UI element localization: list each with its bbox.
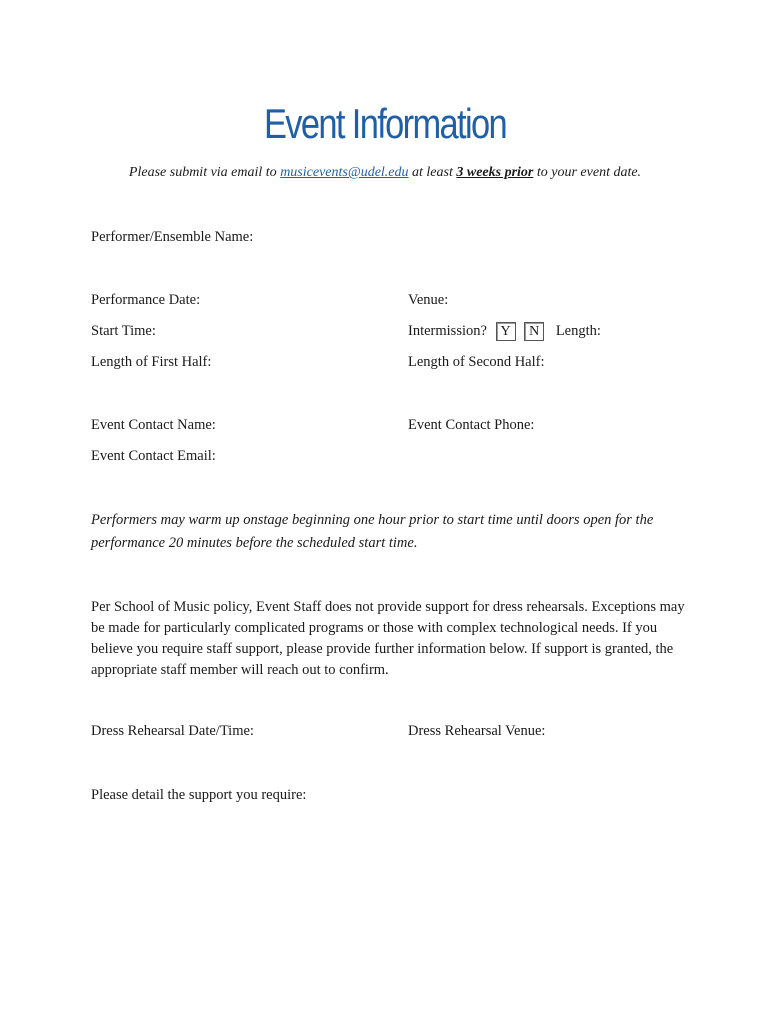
submission-instructions: [0, 165, 770, 181]
email-link[interactable]: musicevents@udel.edu: [280, 165, 409, 180]
policy-paragraph: Per School of Music policy, Event Staff does not provide support for dress rehearsals. Exceptions may be made for particularly complicated programs or those with complex technological needs. If you believe you require staff support, please provide further information below. If support is granted, the appropriate staff member will reach out to confirm.: [91, 599, 685, 678]
length-second-half-label: Length of Second Half:: [408, 354, 545, 370]
contact-name-label: Event Contact Name:: [91, 417, 216, 433]
support-detail-label: Please detail the support you require:: [91, 787, 307, 803]
venue-label: Venue:: [408, 292, 449, 308]
intermission-length-label: Length:: [555, 322, 601, 339]
instructions-middle: at least: [408, 165, 457, 180]
instructions-prefix: Please submit via email to: [128, 165, 281, 180]
length-first-half-label: Length of First Half:: [91, 354, 212, 370]
intermission-no-checkbox[interactable]: N: [524, 322, 544, 341]
performer-name-label: Performer/Ensemble Name:: [91, 229, 254, 245]
deadline-emphasis: 3 weeks prior: [456, 165, 534, 180]
warmup-note: Performers may warm up onstage beginning one hour prior to start time until doors open for the performance 20 minutes before the scheduled start time.: [91, 512, 654, 551]
intermission-row: [408, 322, 601, 341]
intermission-label: Intermission?: [408, 322, 487, 339]
contact-email-label: Event Contact Email:: [91, 448, 216, 464]
dress-rehearsal-datetime-label: Dress Rehearsal Date/Time:: [91, 723, 254, 739]
instructions-suffix: to your event date.: [533, 165, 642, 180]
contact-phone-label: Event Contact Phone:: [408, 417, 535, 433]
dress-rehearsal-venue-label: Dress Rehearsal Venue:: [408, 723, 546, 739]
performance-date-label: Performance Date:: [91, 292, 201, 308]
start-time-label: Start Time:: [91, 323, 156, 339]
intermission-yes-checkbox[interactable]: Y: [496, 322, 516, 341]
page-title: Event Information: [263, 100, 507, 147]
